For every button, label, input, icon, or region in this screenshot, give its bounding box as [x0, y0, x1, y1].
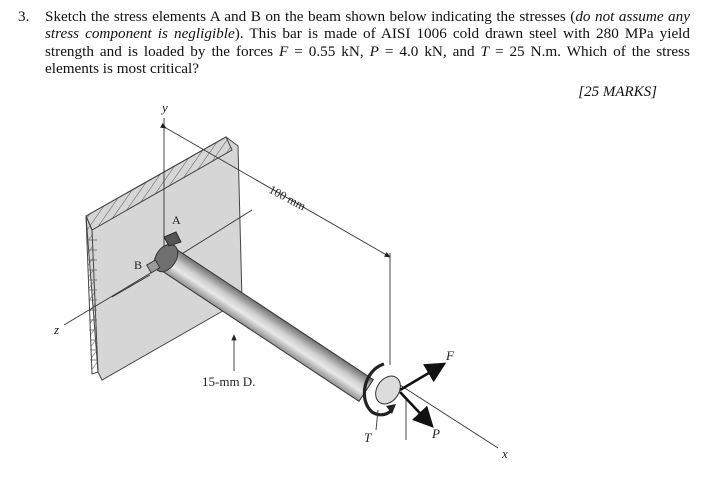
- t-label: T: [364, 430, 372, 445]
- force-p-arrow: [400, 392, 432, 426]
- marks-label: [25 MARKS]: [578, 84, 657, 100]
- b-label: B: [134, 258, 143, 272]
- question-body: Sketch the stress elements A and B on the beam shown below indicating the stresses (do not assume any stress component is negligible). This bar is made of AISI 1006 cold drawn steel with 280 MPa yield strength and is loaded by the forces F = 0.55 kN, P = 4.0 kN, and T = 25 N.m. Which of the stress elements is most critical?: [45, 8, 691, 77]
- z-label: z: [54, 322, 60, 337]
- p-label: P: [432, 426, 440, 441]
- diameter-label: 15-mm D.: [202, 374, 256, 389]
- y-label: y: [162, 100, 168, 115]
- a-label: A: [172, 213, 181, 227]
- dimension-label: 100 mm: [266, 182, 309, 214]
- x-axis-line: [400, 385, 498, 448]
- force-f-arrow: [400, 364, 444, 390]
- x-label: x: [502, 446, 508, 461]
- f-label: F: [446, 348, 454, 363]
- question-number: 3.: [18, 8, 30, 25]
